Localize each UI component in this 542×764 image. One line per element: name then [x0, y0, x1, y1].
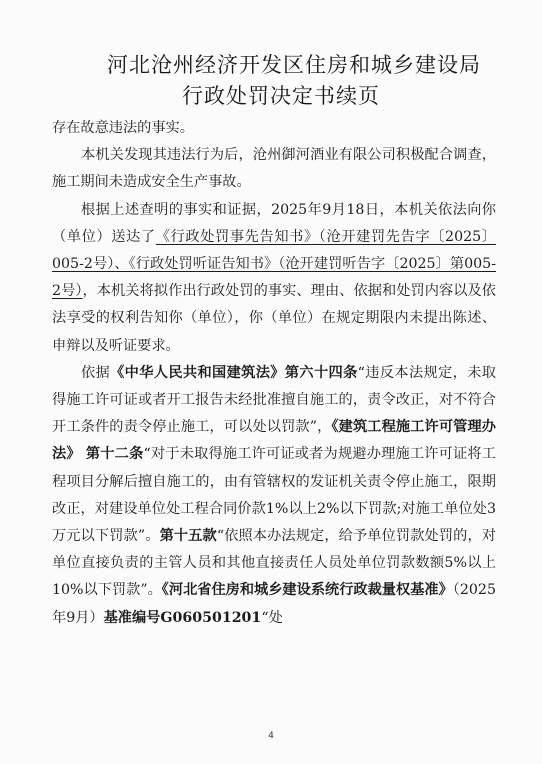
document-body	[52, 115, 496, 632]
paragraph-4-text-a: 依据	[81, 364, 111, 381]
paragraph-3-text-b: ，本机关将拟作出行政处罚的事实、理由、依据和处罚内容以及依法享受的权利告知你（单位），你（单位）在规定期限内未提出陈述、申辩以及听证要求。	[52, 283, 496, 354]
page-number: 4	[268, 731, 274, 741]
construction-law-citation: 《中华人民共和国建筑法》第六十四条	[110, 364, 358, 381]
document-header	[0, 50, 542, 112]
paragraph-4-text-e: （2025年9月）	[52, 582, 496, 626]
discretion-standard-citation: 《河北省住房和城乡建设系统行政裁量权基准》	[161, 582, 453, 599]
paragraph-3	[52, 197, 496, 360]
notice-references: 《行政处罚事先告知书》（沧开建罚先告字〔2025〕005-2号）、《行政处罚听证告知书》（沧开建罚听告字〔2025〕第005-2号）	[52, 228, 496, 300]
paragraph-1: 存在故意违法的事实。	[52, 120, 194, 136]
document-title: 行政处罚决定书续页	[182, 84, 380, 108]
clause-15-citation: 第十五款	[159, 528, 217, 545]
paragraph-4	[52, 360, 496, 632]
paragraph-2: 本机关发现其违法行为后，沧州御河酒业有限公司积极配合调查，施工期间未造成安全生产事故。	[52, 147, 496, 191]
standard-number: 基准编号G060501201	[103, 609, 262, 626]
paragraph-4-text-f: “处	[261, 609, 283, 626]
issuing-authority: 河北沧州经济开发区住房和城乡建设局	[107, 53, 481, 77]
paragraph-4-text-d: “依照本办法规定，给予单位罚款处罚的，对单位直接负责的主管人员和其他直接责任人员处单位罚款数额5%以上10%以下罚款”。	[52, 528, 496, 599]
paragraph-4-text-b: “违反本法规定，未取得施工许可证或者开工报告未经批准擅自施工的，责令改正，对不符合开工条件的责令停止施工，可以处以罚款”，	[52, 364, 496, 436]
paragraph-4-text-c: “对于未取得施工许可证或者为规避办理施工许可证将工程项目分解后擅自施工的，由有管辖权的发证机关责令停止施工，限期改正，对建设单位处工程合同价款1%以上2%以下罚款;对施工单位处3万元以下罚款”。	[52, 446, 496, 545]
paragraph-3-text-a: 根据上述查明的事实和证据，2025年9月18日，本机关依法向你（单位）送达了	[52, 201, 496, 245]
permit-regulation-citation: 《建筑工程施工许可管理办法》 第十二条	[52, 419, 496, 463]
